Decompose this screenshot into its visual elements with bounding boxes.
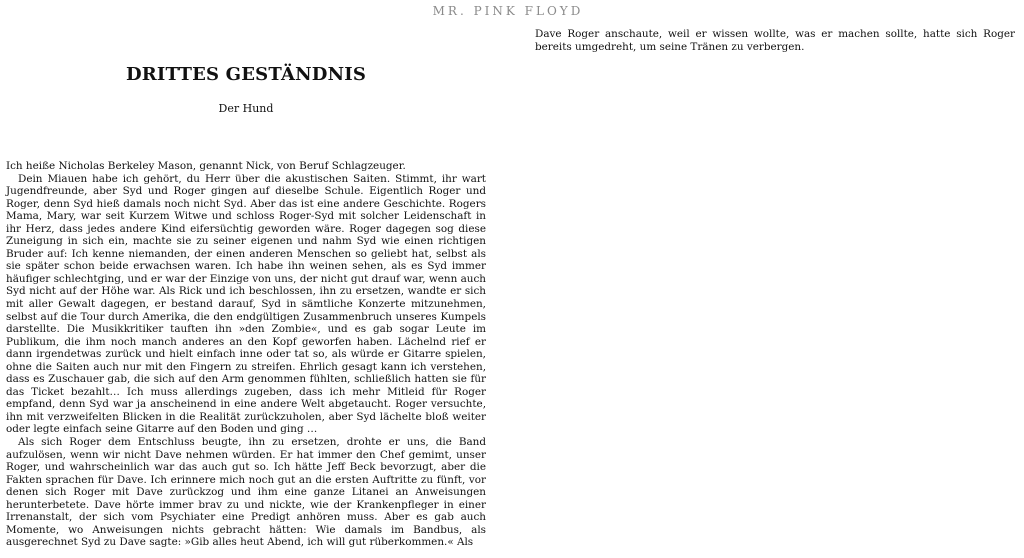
paragraph-continuation: Dave Roger anschaute, weil er wissen wollte, was er machen sollte, hatte sich Roger bereits umgedreht, um seine Tränen zu verbergen. — [535, 28, 1015, 53]
body-text — [6, 160, 486, 549]
paragraph-3: Als sich Roger dem Entschluss beugte, ihn zu ersetzen, drohte er uns, die Band aufzulösen, wenn wir nicht Dave nehmen würden. Er hat immer den Chef gemimt, unser Roger, und wahrscheinlich war das auch gut so. Ich hätte Jeff Beck bevorzugt, aber die Fakten sprachen für Dave. Ich erinnere mich noch gut an die ersten Auftritte zu fünft, vor denen sich Roger mit Dave zurückzog und ihm eine ganze Litanei an Anweisungen herunterbetete. Dave hörte immer brav zu und nickte, wie der Krankenpfleger in einer Irrenanstalt, der sich vom Psychiater eine Predigt anhören muss. Aber es gab auch Momente, wo Anweisungen nichts gebracht hätten: Wie damals im Bandbus, als ausgerechnet Syd zu Dave sagte: »Gib alles heut Abend, ich will gut rüberkommen.« Als — [6, 436, 486, 549]
paragraph-1: Ich heiße Nicholas Berkeley Mason, genannt Nick, von Beruf Schlagzeuger. — [6, 160, 406, 172]
right-column — [535, 28, 1015, 53]
running-header: MR. PINK FLOYD — [432, 4, 584, 18]
paragraph-2: Dein Miauen habe ich gehört, du Herr über die akustischen Saiten. Stimmt, ihr wart Jugendfreunde, aber Syd und Roger gingen auf dieselbe Schule. Eigentlich Roger und Roger, denn Syd hieß damals noch nicht Syd. Aber das ist eine andere Geschichte. Rogers Mama, Mary, war seit Kurzem Witwe und schloss Roger-Syd mit solcher Leidenschaft in ihr Herz, dass jedes andere Kind eifersüchtig geworden wäre. Roger dagegen sog diese Zuneigung in sich ein, machte sie zu seiner eigenen und nahm Syd wie einen richtigen Bruder auf: Ich kenne niemanden, der einen anderen Menschen so geliebt hat, selbst als sie später schon beide erwachsen waren. Ich habe ihn weinen sehen, als es Syd immer häufiger schlechtging, und er war der Einzige von uns, der nicht gut drauf war, wenn auch Syd nicht auf der Höhe war. Als Rick und ich beschlossen, ihn zu ersetzen, wandte er sich mit aller Gewalt dagegen, er bestand darauf, Syd in sämtliche Konzerte mitzunehmen, selbst auf die Tour durch Amerika, die den endgültigen Zusammenbruch unseres Kumpels darstellte. Die Musikkritiker tauften ihn »den Zombie«, und es gab sogar Leute im Publikum, die ihm noch manch anderes an den Kopf geworfen haben. Lächelnd rief er dann irgendetwas zurück und hielt einfach inne oder tat so, als würde er Gitarre spielen, ohne die Saiten auch nur mit den Fingern zu streifen. Ehrlich gesagt kann ich verstehen, dass es Zuschauer gab, die sich auf den Arm genommen fühlten, schließlich hatten sie für das Ticket bezahlt… Ich muss allerdings zugeben, dass ich mehr Mitleid für Roger empfand, denn Syd war ja anscheinend in eine andere Welt abgetaucht. Roger versuchte, ihn mit verzweifelten Blicken in die Realität zurückzuholen, aber Syd lächelte bloß weiter oder legte einfach seine Gitarre auf den Boden und ging … — [6, 172, 486, 436]
chapter-title: DRITTES GESTÄNDNIS — [125, 64, 367, 85]
chapter-subtitle: Der Hund — [218, 102, 274, 115]
